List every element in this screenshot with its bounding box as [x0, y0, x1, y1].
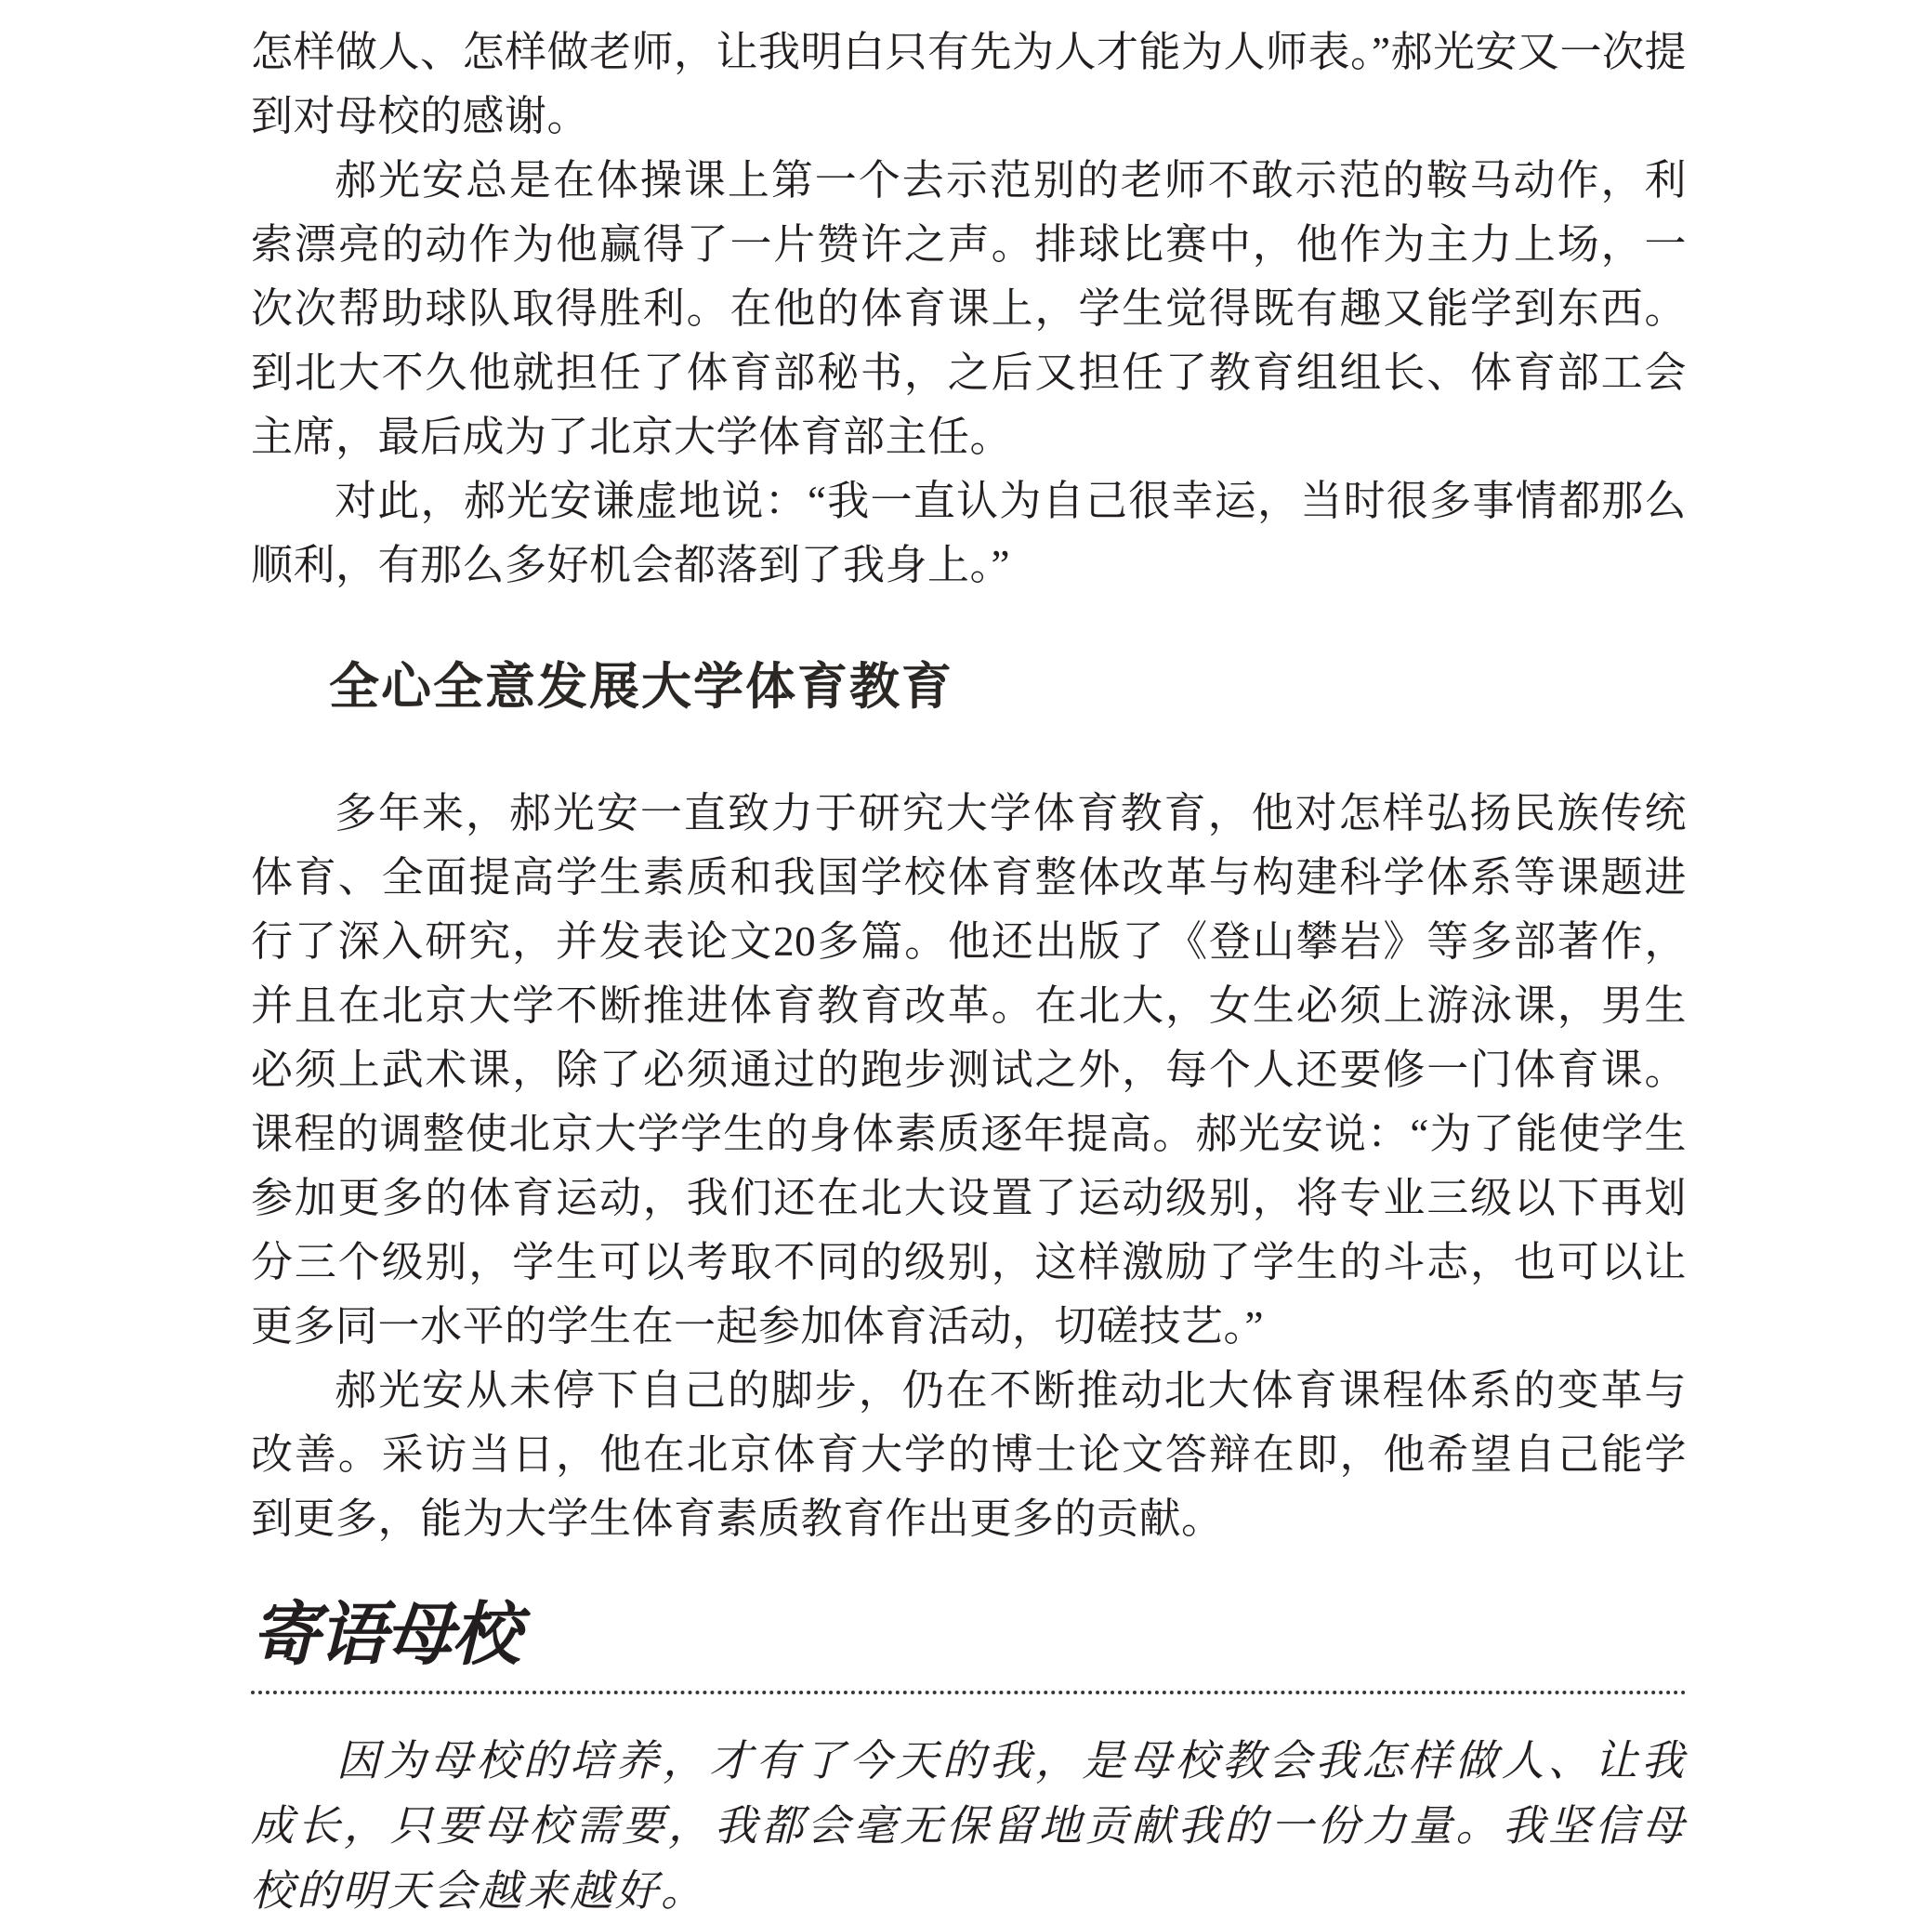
section-heading: 全心全意发展大学体育教育 — [329, 659, 953, 715]
dotted-divider — [251, 1691, 1687, 1694]
body-paragraph: 郝光安总是在体操课上第一个去示范别的老师不敢示范的鞍马动作，利索漂亮的动作为他赢得了一片赞许之声。排球比赛中，他作为主力上场，一次次帮助球队取得胜利。在他的体育课上，学生觉得既有趣又能学到东西。到北大不久他就担任了体育部秘书，之后又担任了教育组组长、体育部工会主席，最后成为了北京大学体育部主任。 — [251, 157, 1687, 460]
body-paragraph: 对此，郝光安谦虚地说：“我一直认为自己很幸运，当时很多事情都那么顺利，有那么多好机会都落到了我身上。” — [251, 478, 1687, 588]
calligraphy-heading: 寄语母校 — [251, 1595, 519, 1675]
body-paragraph: 郝光安从未停下自己的脚步，仍在不断推动北大体育课程体系的变革与改善。采访当日，他在北京体育大学的博士论文答辩在即，他希望自己能学到更多，能为大学生体育素质教育作出更多的贡献。 — [251, 1367, 1687, 1542]
body-paragraph-continuation: 怎样做人、怎样做老师，让我明白只有先为人才能为人师表。”郝光安又一次提到对母校的感谢。 — [251, 29, 1687, 139]
message-paragraph: 因为母校的培养，才有了今天的我，是母校教会我怎样做人、让我成长，只要母校需要，我都会毫无保留地贡献我的一份力量。我坚信母校的明天会越来越好。 — [251, 1735, 1687, 1916]
body-paragraph: 多年来，郝光安一直致力于研究大学体育教育，他对怎样弘扬民族传统体育、全面提高学生素质和我国学校体育整体改革与构建科学体系等课题进行了深入研究，并发表论文20多篇。他还出版了《登山攀岩》等多部著作，并且在北京大学不断推进体育教育改革。在北大，女生必须上游泳课，男生必须上武术课，除了必须通过的跑步测试之外，每个人还要修一门体育课。课程的调整使北京大学学生的身体素质逐年提高。郝光安说：“为了能使学生参加更多的体育运动，我们还在北大设置了运动级别，将专业三级以下再划分三个级别，学生可以考取不同的级别，这样激励了学生的斗志，也可以让更多同一水平的学生在一起参加体育活动，切磋技艺。” — [251, 790, 1687, 1350]
